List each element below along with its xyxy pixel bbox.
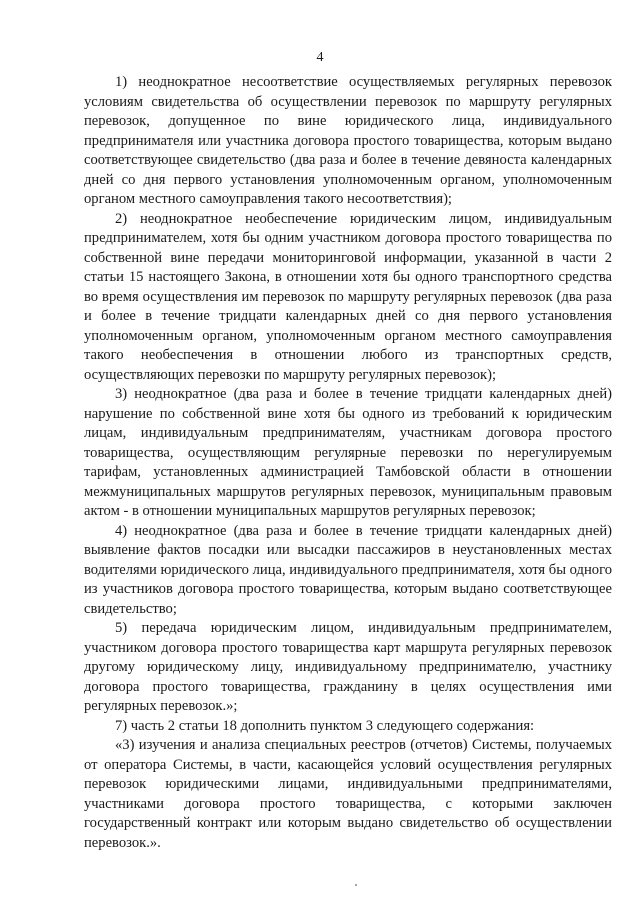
- paragraph-item-4: 4) неоднократное (два раза и более в течение тридцати календарных дней) выявление фактов посадки или высадки пассажиров в неустановленных местах водителями юридического лица, индивидуального предпринимателя, хотя бы одного из участников договора простого товарищества, которым выдано соответствующее свидетельство;: [84, 522, 612, 617]
- paragraph-item-3: 3) неоднократное (два раза и более в течение тридцати календарных дней) нарушение по собственной вине хотя бы одного из требований к юридическим лицам, индивидуальным предпринимателям, участникам договора простого товарищества, осуществляющим регулярные перевозки по нерегулируемым тарифам, установленных администрацией Тамбовской области в отношении межмуниципальных маршрутов регулярных перевозок, муниципальным правовым актом - в отношении муниципальных маршрутов регулярных перевозок;: [84, 386, 612, 519]
- paragraph-amendment-7: 7) часть 2 статьи 18 дополнить пунктом 3 следующего содержания:: [115, 717, 535, 734]
- paragraph-quoted-item-3: «3) изучения и анализа специальных реестров (отчетов) Системы, получаемых от оператора Системы, в части, касающейся условий осуществления регулярных перевозок юридическими лицами, индивидуальными предпринимателями, участниками договора простого товарищества, с которыми заключен государственный контракт или которым выдано свидетельство об осуществлении перевозок.».: [84, 737, 612, 851]
- scan-speck: [355, 884, 357, 886]
- page-number: 4: [316, 50, 324, 65]
- document-body: [84, 73, 612, 853]
- paragraph-item-5: 5) передача юридическим лицом, индивидуальным предпринимателем, участником договора простого товарищества карт маршрута регулярных перевозок другому юридическому лицу, индивидуальному предпринимателю, участнику договора простого товарищества, гражданину в целях осуществления ими регулярных перевозок.»;: [84, 620, 612, 714]
- paragraph-item-2: 2) неоднократное необеспечение юридическим лицом, индивидуальным предпринимателем, хотя бы одним участником договора простого товарищества по собственной вине передачи мониторинговой информации, указанной в части 2 статьи 15 настоящего Закона, в отношении хотя бы одного транспортного средства во время осуществления им перевозок по маршруту регулярных перевозок (два раза и более в течение тридцати календарных дней со дня первого установления уполномоченным органом, уполномоченным органом местного самоуправления такого необеспечения в отношении любого из транспортных средств, осуществляющих перевозки по маршруту регулярных перевозок);: [84, 210, 612, 383]
- paragraph-item-1: 1) неоднократное несоответствие осуществляемых регулярных перевозок условиям свидетельства об осуществлении перевозок по маршруту регулярных перевозок, допущенное по вине юридического лица, индивидуального предпринимателя или участника договора простого товарищества, которым выдано соответствующее свидетельство (два раза и более в течение девяноста календарных дней со дня первого установления уполномоченным органом, уполномоченным органом местного самоуправления такого несоответствия);: [84, 74, 612, 207]
